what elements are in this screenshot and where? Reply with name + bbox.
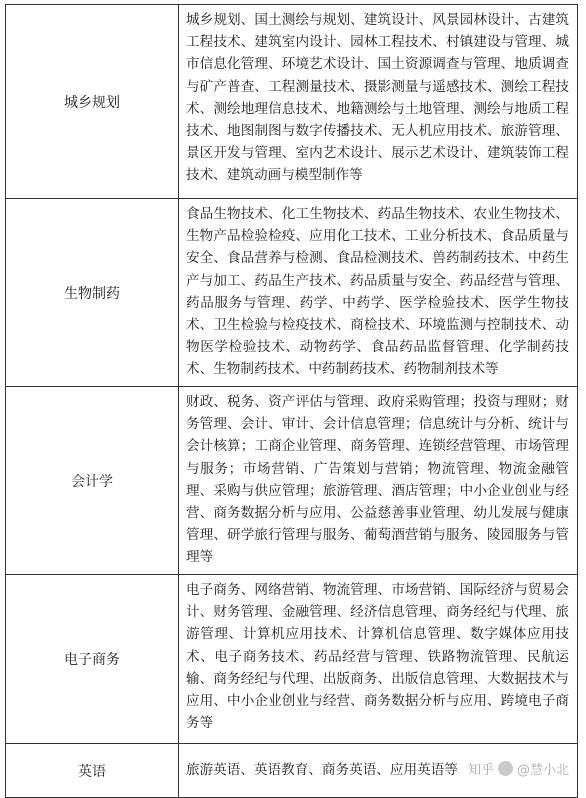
major-cell: 英语 [6, 744, 179, 797]
major-cell: 会计学 [6, 387, 179, 574]
programs-cell: 食品生物技术、化工生物技术、药品生物技术、农业生物技术、生物产品检验检疫、应用化工技术、工业分析技术、食品质量与安全、食品营养与检测、食品检测技术、兽药制药技术、中药生产与加工、药品生产技术、药品质量与安全、药品经营与管理、药品服务与管理、药学、中药学、医学检验技术、医学生物技术、卫生检验与检疫技术、商检技术、环境监测与控制技术、动物医学检验技术、动物药学、食品药品监督管理、化学制药技术、生物制药技术、中药制药技术、药物制剂技术等 [186, 206, 569, 378]
table-row [6, 5, 577, 198]
programs-cell: 城乡规划、国土测绘与规划、建筑设计、风景园林设计、古建筑工程技术、建筑室内设计、园林工程技术、村镇建设与管理、城市信息化管理、环境艺术设计、国土资源调查与管理、地质调查与矿产普查、工程测量技术、摄影测量与遥感技术、测绘工程技术、测绘地理信息技术、地籍测绘与土地管理、测绘与地质工程技术、地图制图与数字传播技术、无人机应用技术、旅游管理、景区开发与管理、室内艺术设计、展示艺术设计、建筑装饰工程技术、建筑动画与模型制作等 [186, 12, 569, 184]
watermark-site: 知乎 [467, 763, 494, 778]
programs-cell: 财政、税务、资产评估与管理、政府采购管理；投资与理财；财务管理、会计、审计、会计信息管理；信息统计与分析、统计与会计核算；工商企业管理、商务管理、连锁经营管理、市场管理与服务；市场营销、广告策划与营销；物流管理、物流金融管理、采购与供应管理；旅游管理、酒店管理；中小企业创业与经营、商务数据分析与应用、公益慈善事业管理、幼儿发展与健康管理、研学旅行管理与服务、葡萄酒营销与服务、陵园服务与管理等 [186, 394, 569, 566]
major-cell: 生物制药 [6, 199, 179, 386]
majors-table [5, 4, 578, 798]
programs-cell: 电子商务、网络营销、物流管理、市场营销、国际经济与贸易会计、财务管理、金融管理、经济信息管理、商务经纪与代理、旅游管理、计算机应用技术、计算机信息管理、数字媒体应用技术、电子商务技术、药品经营与管理、铁路物流管理、民航运输、商务经纪与代理、出版商务、出版信息管理、大数据技术与应用、中小企业创业与经营、商务数据分析与应用、跨境电子商务等 [186, 582, 569, 732]
author-avatar-icon [498, 761, 513, 776]
table-row [6, 386, 577, 574]
watermark [468, 759, 569, 778]
major-cell: 电子商务 [6, 575, 179, 743]
table-row [6, 574, 577, 743]
table-row [6, 198, 577, 386]
major-cell: 城乡规划 [6, 5, 179, 198]
programs-cell: 旅游英语、英语教育、商务英语、应用英语等 [186, 762, 458, 779]
watermark-author: @慧小北 [516, 763, 569, 778]
